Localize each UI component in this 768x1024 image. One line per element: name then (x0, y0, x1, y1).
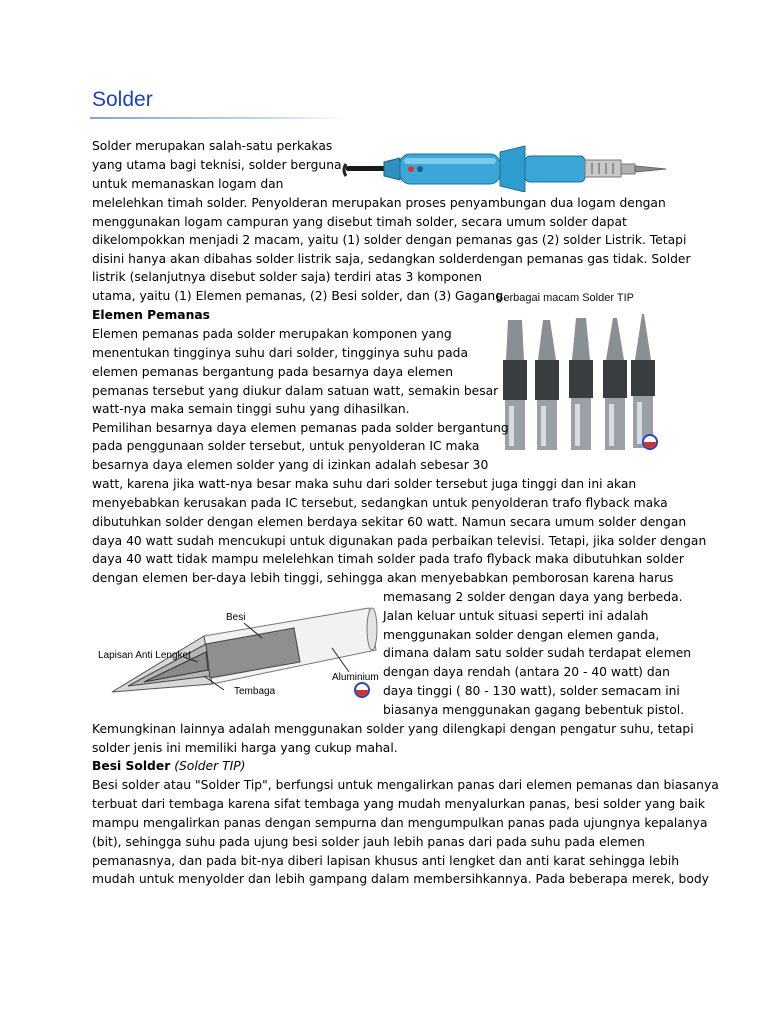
body-line: Elemen pemanas pada solder merupakan komponen yang (92, 327, 452, 341)
body-line: mampu mengalirkan panas dengan sempurna dan mengumpulkan panas pada ujungnya kepalanya (92, 816, 708, 830)
body-line: dibutuhkan solder dengan elemen berdaya sekitar 60 watt. Namun secara umum solder dengan (92, 515, 687, 529)
body-line: dengan daya rendah (antara 20 - 40 watt) dan (383, 665, 670, 679)
body-line: watt-nya maka semain tinggi suhu yang dihasilkan. (92, 402, 410, 416)
body-line: besarnya daya elemen solder yang di izinkan adalah sebesar 30 (92, 458, 489, 472)
body-line: Besi solder atau "Solder Tip", berfungsi untuk mengalirkan panas dari elemen pemanas dan biasanya (92, 778, 719, 792)
body-line: pemanasnya, dan pada bit-nya diberi lapisan khusus anti lengket dan anti karat sehingga lebih (92, 854, 680, 868)
body-line: dimana dalam satu solder sudah terdapat elemen (383, 646, 692, 660)
label-aluminium: Aluminium (332, 672, 379, 683)
body-line: pemanas tersebut yang diukur dalam satuan watt, semakin besar (92, 384, 499, 398)
body-line: menggunakan logam campuran yang disebut timah solder, secara umum solder dapat (92, 215, 627, 229)
body-line: menggunakan solder dengan elemen ganda, (383, 628, 660, 642)
body-line: terbuat dari tembaga karena sifat tembaga yang mudah menyalurkan panas, besi solder yang baik (92, 797, 705, 811)
label-lapisan: Lapisan Anti Lengket (98, 650, 191, 661)
body-line: dikelompokkan menjadi 2 macam, yaitu (1) solder dengan pemanas gas (2) solder Listrik. Tetapi (92, 233, 687, 247)
body-line: solder jenis ini memiliki harga yang cukup mahal. (92, 741, 398, 755)
body-line: Kemungkinan lainnya adalah menggunakan solder yang dilengkapi dengan pengatur suhu, tetapi (92, 722, 694, 736)
body-line: pada penggunaan solder tersebut, untuk penyolderan IC maka (92, 439, 480, 453)
section-heading-besi-label: Besi Solder (92, 759, 171, 773)
body-line: Jalan keluar untuk situasi seperti ini adalah (383, 609, 649, 623)
body-line: untuk memanaskan logam dan (92, 177, 284, 191)
body-line: (bit), sehingga suhu pada ujung besi solder jauh lebih panas dari pada suhu pada elemen (92, 835, 645, 849)
body-line: elemen pemanas bergantung pada besarnya daya elemen (92, 365, 453, 379)
solder-tips-figure (482, 290, 662, 468)
section-heading-besi-note: (Solder TIP) (174, 759, 246, 773)
tip-crosssection-figure (94, 606, 378, 702)
solder-tips-caption: Berbagai macam Solder TIP (496, 292, 634, 304)
body-line: daya 40 watt tidak mampu melelehkan timah solder pada trafo flyback maka dibutuhkan solder (92, 552, 684, 566)
section-heading-elemen-pemanas: Elemen Pemanas (92, 308, 210, 322)
body-line: melelehkan timah solder. Penyolderan merupakan proses penyambungan dua logam dengan (92, 196, 666, 210)
body-line: daya tinggi ( 80 - 130 watt), solder semacam ini (383, 684, 680, 698)
body-line: watt, karena jika watt-nya besar maka suhu dari solder tersebut juga tinggi dan ini akan (92, 477, 637, 491)
body-line: utama, yaitu (1) Elemen pemanas, (2) Besi solder, dan (3) Gagang. (92, 289, 507, 303)
body-line: biasanya menggunakan gagang bebentuk pistol. (383, 703, 685, 717)
title-divider (90, 117, 348, 119)
body-line: menentukan tingginya suhu dari solder, tingginya suhu pada (92, 346, 468, 360)
body-line: memasang 2 solder dengan daya yang berbeda. (383, 590, 683, 604)
body-line: yang utama bagi teknisi, solder berguna (92, 158, 342, 172)
body-line: listrik (selanjutnya disebut solder saja) terdiri atas 3 komponen (92, 270, 482, 284)
body-line: disini hanya akan dibahas solder listrik saja, sedangkan solderdengan pemanas gas tidak. Solder (92, 252, 691, 266)
body-line: Solder merupakan salah-satu perkakas (92, 139, 333, 153)
body-line: daya 40 watt sudah mencukupi untuk digunakan pada perbaikan televisi. Tetapi, jika solder dengan (92, 534, 707, 548)
body-line: mudah untuk menyolder dan lebih gampang dalam membersihkannya. Pada beberapa merek, body (92, 872, 709, 886)
label-tembaga: Tembaga (234, 686, 276, 697)
body-line: dengan elemen ber-daya lebih tinggi, sehingga akan menyebabkan pemborosan karena harus (92, 571, 674, 585)
body-line: menyebabkan kerusakan pada IC tersebut, sedangkan untuk penyolderan trafo flyback maka (92, 496, 668, 510)
section-heading-besi-solder (92, 757, 245, 776)
soldering-iron-figure (340, 140, 670, 192)
page-title: Solder (92, 88, 153, 111)
label-besi: Besi (226, 612, 246, 623)
body-line: Pemilihan besarnya daya elemen pemanas pada solder bergantung (92, 421, 509, 435)
